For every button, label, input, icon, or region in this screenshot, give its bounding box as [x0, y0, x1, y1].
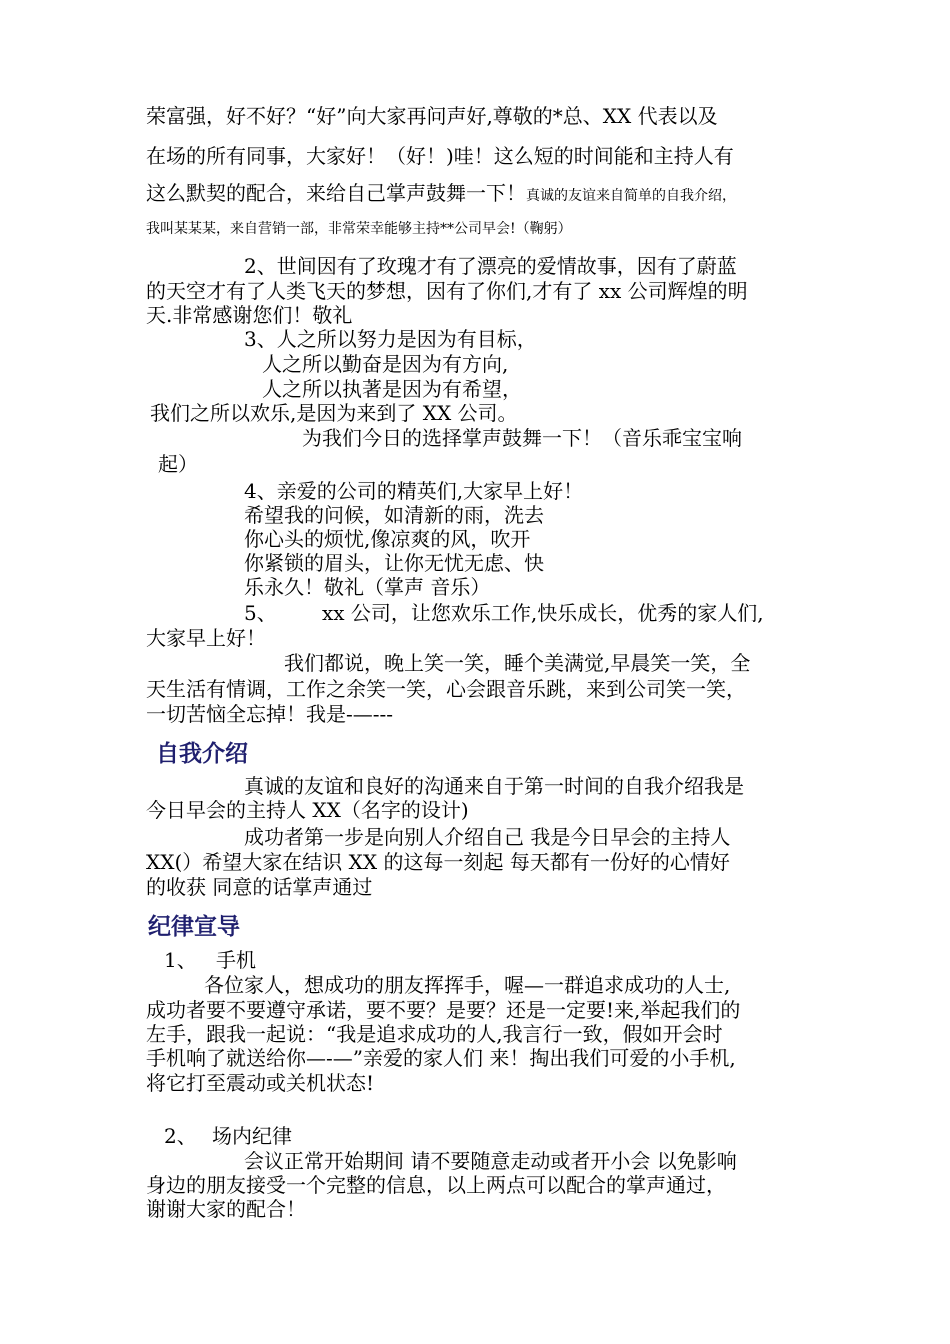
- self-intro-p1-line-1: 真诚的友谊和良好的沟通来自于第一时间的自我介绍我是: [244, 774, 744, 798]
- item3-line-2: 人之所以勤奋是因为有方向,: [262, 352, 509, 376]
- self-intro-p2-line-2: XX(）希望大家在结识 XX 的这每一刻起 每天都有一份好的心情好: [146, 850, 730, 874]
- item2-line-1: 2、世间因有了玫瑰才有了漂亮的爱情故事，因有了蔚蓝: [244, 254, 737, 278]
- discipline-sec1-line-3: 左手，跟我一起说：“我是追求成功的人,我言行一致，假如开会时: [146, 1022, 723, 1046]
- item5-line-4: 天生活有情调，工作之余笑一笑，心会跟音乐跳，来到公司笑一笑，: [146, 677, 746, 701]
- self-intro-p2-line-3: 的收获 同意的话掌声通过: [146, 875, 373, 899]
- discipline-sec1-number: 1、: [164, 948, 197, 972]
- discipline-sec2-line-1: 会议正常开始期间 请不要随意走动或者开小会 以免影响: [244, 1149, 737, 1173]
- intro-line-1: 荣富强，好不好？“好”向大家再问声好,尊敬的*总、XX 代表以及: [146, 104, 718, 128]
- discipline-sec2-line-2: 身边的朋友接受一个完整的信息，以上两点可以配合的掌声通过，: [146, 1173, 726, 1197]
- item5-line-2: 大家早上好！: [146, 626, 266, 650]
- item3-line-6: 起）: [158, 452, 198, 476]
- intro-line-4: 我叫某某某，来自营销一部，非常荣幸能够主持**公司早会!（鞠躬）: [146, 221, 572, 237]
- discipline-sec1-title: 手机: [216, 948, 256, 972]
- discipline-sec1-line-5: 将它打至震动或关机状态!: [146, 1071, 375, 1095]
- item5-line-5: 一切苦恼全忘掉！我是-—---: [146, 702, 394, 726]
- discipline-heading: 纪律宣导: [148, 914, 240, 940]
- intro-line-3-small: 真诚的友谊来自简单的自我介绍，: [526, 188, 736, 204]
- intro-line-3: [146, 181, 736, 208]
- item3-line-4: 我们之所以欢乐,是因为来到了 XX 公司。: [150, 401, 518, 425]
- item3-line-3: 人之所以执著是因为有希望，: [262, 377, 522, 401]
- item4-line-1: 4、亲爱的公司的精英们,大家早上好！: [244, 479, 584, 503]
- self-intro-p2-line-1: 成功者第一步是向别人介绍自己 我是今日早会的主持人: [244, 825, 731, 849]
- item2-line-3: 天.非常感谢您们！敬礼: [146, 303, 353, 327]
- intro-line-2: 在场的所有同事，大家好！（好！)哇！这么短的时间能和主持人有: [146, 144, 734, 168]
- item5-line-1: xx 公司，让您欢乐工作,快乐成长，优秀的家人们,: [322, 601, 764, 625]
- discipline-sec1-line-2: 成功者要不要遵守承诺，要不要？是要？还是一定要!来,举起我们的: [146, 998, 741, 1022]
- item4-line-5: 乐永久！敬礼（掌声 音乐）: [244, 575, 491, 599]
- discipline-sec1-line-1: 各位家人，想成功的朋友挥挥手，喔—一群追求成功的人士,: [204, 973, 731, 997]
- discipline-sec1-line-4: 手机响了就送给你—-—”亲爱的家人们 来！掏出我们可爱的小手机,: [146, 1046, 736, 1070]
- item4-line-3: 你心头的烦忧,像凉爽的风，吹开: [244, 527, 531, 551]
- self-intro-heading: 自我介绍: [156, 741, 248, 767]
- discipline-sec2-line-3: 谢谢大家的配合！: [146, 1197, 306, 1221]
- item3-line-5: 为我们今日的选择掌声鼓舞一下！（音乐乖宝宝响: [302, 426, 742, 450]
- item2-line-2: 的天空才有了人类飞天的梦想，因有了你们,才有了 xx 公司辉煌的明: [146, 279, 748, 303]
- item4-line-2: 希望我的问候，如清新的雨，洗去: [244, 503, 544, 527]
- item3-line-1: 3、人之所以努力是因为有目标，: [244, 327, 537, 351]
- discipline-sec2-number: 2、: [164, 1124, 197, 1148]
- self-intro-p1-line-2: 今日早会的主持人 XX（名字的设计): [146, 798, 469, 822]
- item4-line-4: 你紧锁的眉头，让你无忧无虑、快: [244, 551, 544, 575]
- discipline-sec2-title: 场内纪律: [212, 1124, 292, 1148]
- item5-number: 5、: [244, 601, 277, 625]
- intro-line-3-main: 这么默契的配合，来给自己掌声鼓舞一下！: [146, 181, 526, 205]
- item5-line-3: 我们都说，晚上笑一笑，睡个美满觉,早晨笑一笑，全: [284, 651, 751, 675]
